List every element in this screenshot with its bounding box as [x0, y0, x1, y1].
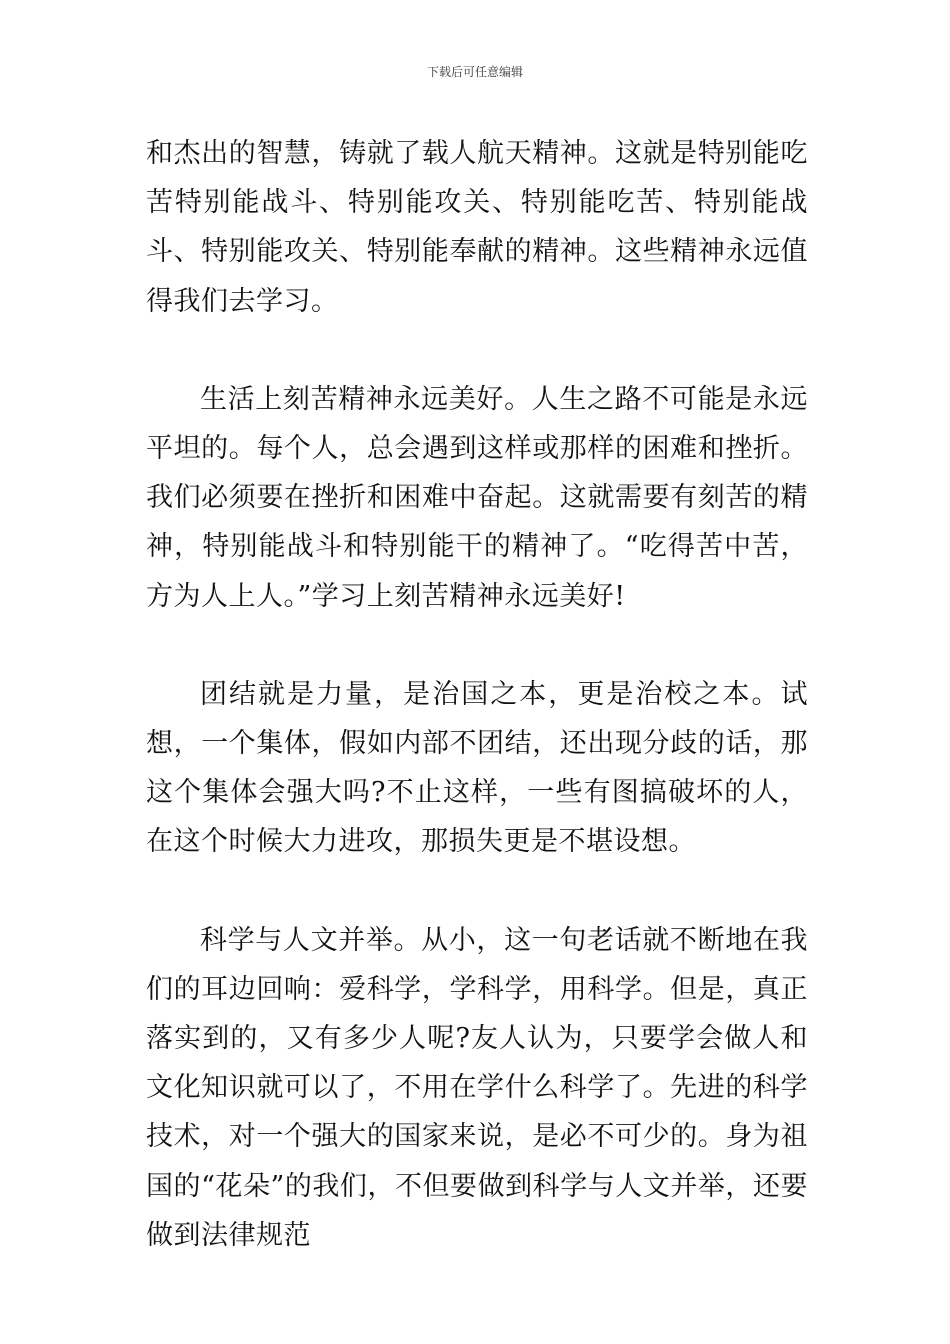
- paragraph-continued: 和杰出的智慧，铸就了载人航天精神。这就是特别能吃苦特别能战斗、特别能攻关、特别能吃苦、特别能战斗、特别能攻关、特别能奉献的精神。这些精神永远值得我们去学习。: [146, 138, 808, 317]
- paragraph-diligence: 生活上刻苦精神永远美好。人生之路不可能是永远平坦的。每个人，总会遇到这样或那样的困难和挫折。我们必须要在挫折和困难中奋起。这就需要有刻苦的精神，特别能战斗和特别能干的精神了。“吃得苦中苦，方为人上人。”学习上刻苦精神永远美好!: [146, 383, 808, 612]
- page-header: 下载后可任意编辑: [426, 65, 523, 79]
- document-body: [146, 129, 808, 1260]
- paragraph-unity: 团结就是力量，是治国之本，更是治校之本。试想，一个集体，假如内部不团结，还出现分歧的话，那这个集体会强大吗?不止这样，一些有图搞破坏的人，在这个时候大力进攻，那损失更是不堪设想。: [146, 678, 808, 858]
- paragraph-science-humanities: 科学与人文并举。从小，这一句老话就不断地在我们的耳边回响：爱科学，学科学，用科学。但是，真正落实到的，又有多少人呢?友人认为，只要学会做人和文化知识就可以了，不用在学什么科学了。先进的科学技术，对一个强大的国家来说，是必不可少的。身为祖国的“花朵”的我们，不但要做到科学与人文并举，还要做到法律规范: [146, 924, 808, 1251]
